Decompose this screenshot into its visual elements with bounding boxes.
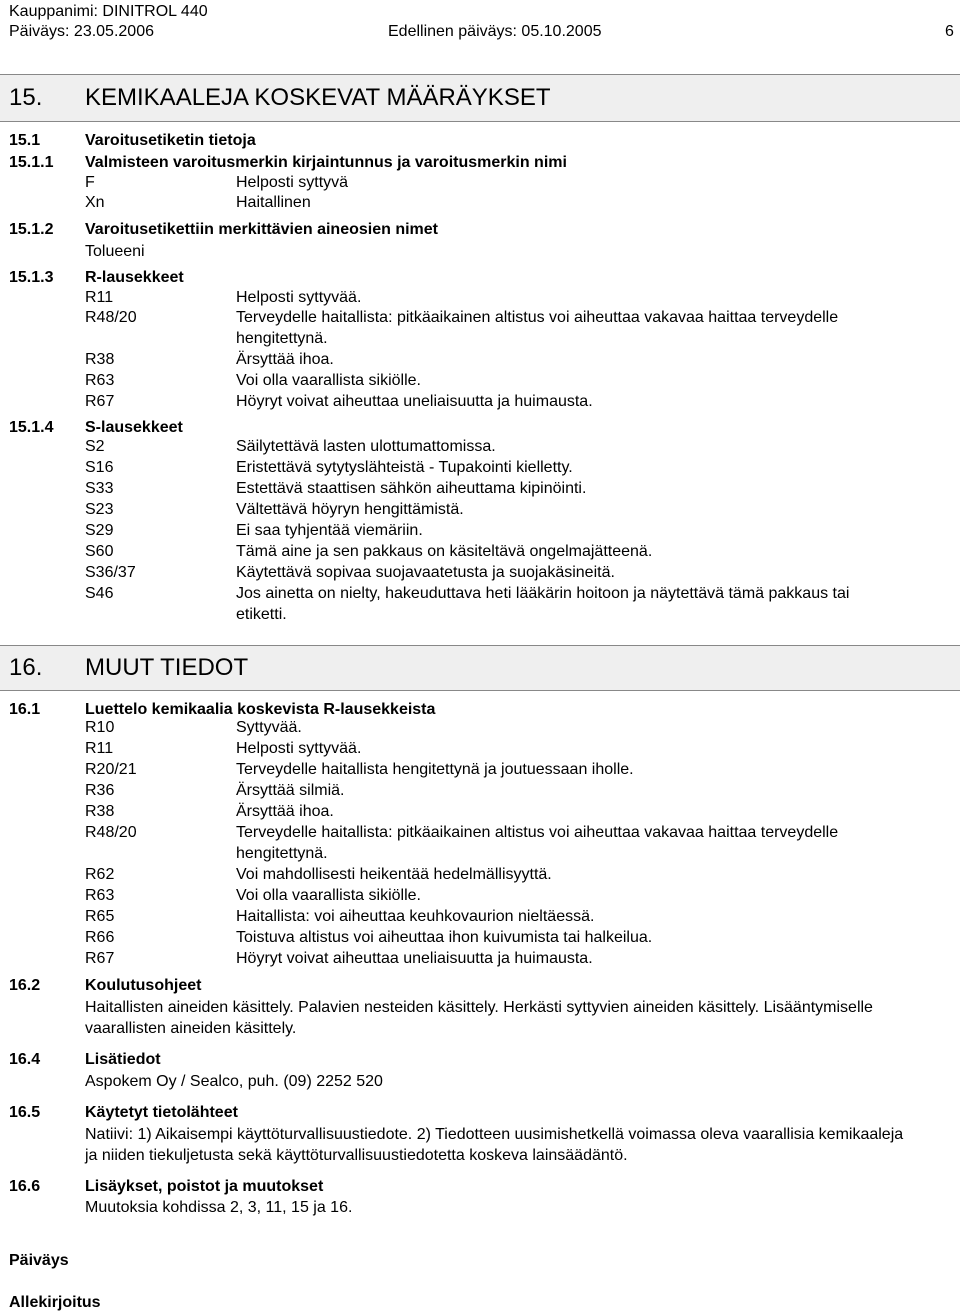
r-phrase-code: R63 <box>85 372 115 389</box>
symbol-code: F <box>85 174 95 191</box>
s15-1-2-title: Varoitusetikettiin merkittävien aineosien nimet <box>85 221 438 238</box>
r-phrase-code: R36 <box>85 782 115 799</box>
r-phrase-text: Helposti syttyvää. <box>236 740 362 757</box>
section-15-title: KEMIKAALEJA KOSKEVAT MÄÄRÄYKSET <box>85 84 551 111</box>
r-phrase-code: R11 <box>85 289 114 306</box>
s-phrase-code: S33 <box>85 480 114 497</box>
s16-5-number: 16.5 <box>9 1104 41 1121</box>
s15-1-3-number: 15.1.3 <box>9 269 54 286</box>
r-phrase-code: R67 <box>85 950 115 967</box>
s-phrase-code: S23 <box>85 501 114 518</box>
section-16-title: MUUT TIEDOT <box>85 654 249 681</box>
r-phrase-code: R38 <box>85 351 115 368</box>
s15-1-4-number: 15.1.4 <box>9 419 54 436</box>
signature-label: Allekirjoitus <box>9 1294 101 1311</box>
s16-2-number: 16.2 <box>9 977 41 994</box>
ingredient-name: Tolueeni <box>85 243 145 260</box>
s16-1-number: 16.1 <box>9 701 41 718</box>
s16-2-text: Haitallisten aineiden käsittely. Palavien nesteiden käsittely. Herkästi syttyvien aineiden käsittely. Lisääntymiselle vaarallisten aineiden käsittely. <box>85 999 873 1037</box>
s-phrase-text: Jos ainetta on nielty, hakeuduttava heti lääkärin hoitoon ja näytettävä tämä pakkaus tai <box>236 585 850 602</box>
s-phrase-code: S29 <box>85 522 114 539</box>
s-phrase-text: Säilytettävä lasten ulottumattomissa. <box>236 438 496 455</box>
r-phrase-code: R20/21 <box>85 761 137 778</box>
r-phrase-code: R66 <box>85 929 115 946</box>
s-phrase-text: Tämä aine ja sen pakkaus on käsiteltävä ongelmajätteenä. <box>236 543 653 560</box>
r-phrase-code: R48/20 <box>85 309 137 326</box>
r-phrase-code: R62 <box>85 866 115 883</box>
s-phrase-text-continued: etiketti. <box>236 606 287 623</box>
s16-5-text: Natiivi: 1) Aikaisempi käyttöturvallisuustiedote. 2) Tiedotteen uusimishetkellä voimassa oleva vaarallisia kemikaaleja ja niiden tiekuljetusta sekä käyttöturvallisuustiedotetta koskeva lainsäädäntö. <box>85 1126 904 1164</box>
s16-4-text: Aspokem Oy / Sealco, puh. (09) 2252 520 <box>85 1073 383 1090</box>
r-phrase-code: R48/20 <box>85 824 137 841</box>
s16-6-text: Muutoksia kohdissa 2, 3, 11, 15 ja 16. <box>85 1199 353 1216</box>
r-phrase-code: R65 <box>85 908 115 925</box>
s-phrase-code: S46 <box>85 585 114 602</box>
s-phrase-text: Estettävä staattisen sähkön aiheuttama kipinöinti. <box>236 480 587 497</box>
section-16-header <box>0 645 960 691</box>
s15-1-4-title: S-lausekkeet <box>85 419 183 436</box>
r-phrase-text: Terveydelle haitallista: pitkäaikainen altistus voi aiheuttaa vakavaa haittaa terveydelle <box>236 824 839 841</box>
s15-1-2-number: 15.1.2 <box>9 221 54 238</box>
s15-1-1-number: 15.1.1 <box>9 154 54 171</box>
r-phrase-text: Voi mahdollisesti heikentää hedelmällisyyttä. <box>236 866 552 883</box>
s16-6-title: Lisäykset, poistot ja muutokset <box>85 1178 324 1195</box>
header-tradename: Kauppanimi: DINITROL 440 <box>9 3 208 20</box>
r-phrase-text: Haitallista: voi aiheuttaa keuhkovaurion nieltäessä. <box>236 908 595 925</box>
r-phrase-text: Terveydelle haitallista hengitettynä ja joutuessaan iholle. <box>236 761 634 778</box>
s16-4-title: Lisätiedot <box>85 1051 161 1068</box>
s-phrase-code: S60 <box>85 543 114 560</box>
r-phrase-text: Helposti syttyvää. <box>236 289 362 306</box>
r-phrase-code: R67 <box>85 393 115 410</box>
s-phrase-code: S16 <box>85 459 114 476</box>
r-phrase-code: R11 <box>85 740 114 757</box>
r-phrase-text: Ärsyttää ihoa. <box>236 351 334 368</box>
r-phrase-text: Voi olla vaarallista sikiölle. <box>236 372 421 389</box>
s-phrase-text: Ei saa tyhjentää viemäriin. <box>236 522 423 539</box>
s16-2-title: Koulutusohjeet <box>85 977 202 994</box>
section-15-number: 15. <box>9 84 43 111</box>
symbol-name: Helposti syttyvä <box>236 174 349 191</box>
section-15-header <box>0 74 960 122</box>
header-date: Päiväys: 23.05.2006 <box>9 23 154 40</box>
s16-4-number: 16.4 <box>9 1051 41 1068</box>
s15-1-title: Varoitusetiketin tietoja <box>85 132 256 149</box>
symbol-name: Haitallinen <box>236 194 311 211</box>
s-phrase-text: Käytettävä sopivaa suojavaatetusta ja suojakäsineitä. <box>236 564 615 581</box>
r-phrase-code: R38 <box>85 803 115 820</box>
s15-1-3-title: R-lausekkeet <box>85 269 184 286</box>
r-phrase-code: R10 <box>85 719 115 736</box>
s16-5-title: Käytetyt tietolähteet <box>85 1104 238 1121</box>
s16-6-number: 16.6 <box>9 1178 41 1195</box>
r-phrase-text: Ärsyttää ihoa. <box>236 803 334 820</box>
s15-1-1-title: Valmisteen varoitusmerkin kirjaintunnus ja varoitusmerkin nimi <box>85 154 567 171</box>
r-phrase-text: Höyryt voivat aiheuttaa uneliaisuutta ja huimausta. <box>236 393 593 410</box>
s-phrase-code: S36/37 <box>85 564 136 581</box>
header-previous-date: Edellinen päiväys: 05.10.2005 <box>388 23 602 40</box>
page-number: 6 <box>945 23 954 40</box>
r-phrase-code: R63 <box>85 887 115 904</box>
r-phrase-text: Terveydelle haitallista: pitkäaikainen altistus voi aiheuttaa vakavaa haittaa terveydelle <box>236 309 839 326</box>
r-phrase-text-continued: hengitettynä. <box>236 845 328 862</box>
r-phrase-text: Voi olla vaarallista sikiölle. <box>236 887 421 904</box>
s16-1-title: Luettelo kemikaalia koskevista R-lausekkeista <box>85 701 436 718</box>
r-phrase-text-continued: hengitettynä. <box>236 330 328 347</box>
s-phrase-code: S2 <box>85 438 105 455</box>
r-phrase-text: Ärsyttää silmiä. <box>236 782 345 799</box>
date-label: Päiväys <box>9 1252 69 1269</box>
r-phrase-text: Syttyvää. <box>236 719 302 736</box>
s-phrase-text: Eristettävä sytytyslähteistä - Tupakointi kielletty. <box>236 459 573 476</box>
r-phrase-text: Höyryt voivat aiheuttaa uneliaisuutta ja huimausta. <box>236 950 593 967</box>
symbol-code: Xn <box>85 194 105 211</box>
s-phrase-text: Vältettävä höyryn hengittämistä. <box>236 501 464 518</box>
section-16-number: 16. <box>9 654 43 681</box>
r-phrase-text: Toistuva altistus voi aiheuttaa ihon kuivumista tai halkeilua. <box>236 929 653 946</box>
s15-1-number: 15.1 <box>9 132 41 149</box>
